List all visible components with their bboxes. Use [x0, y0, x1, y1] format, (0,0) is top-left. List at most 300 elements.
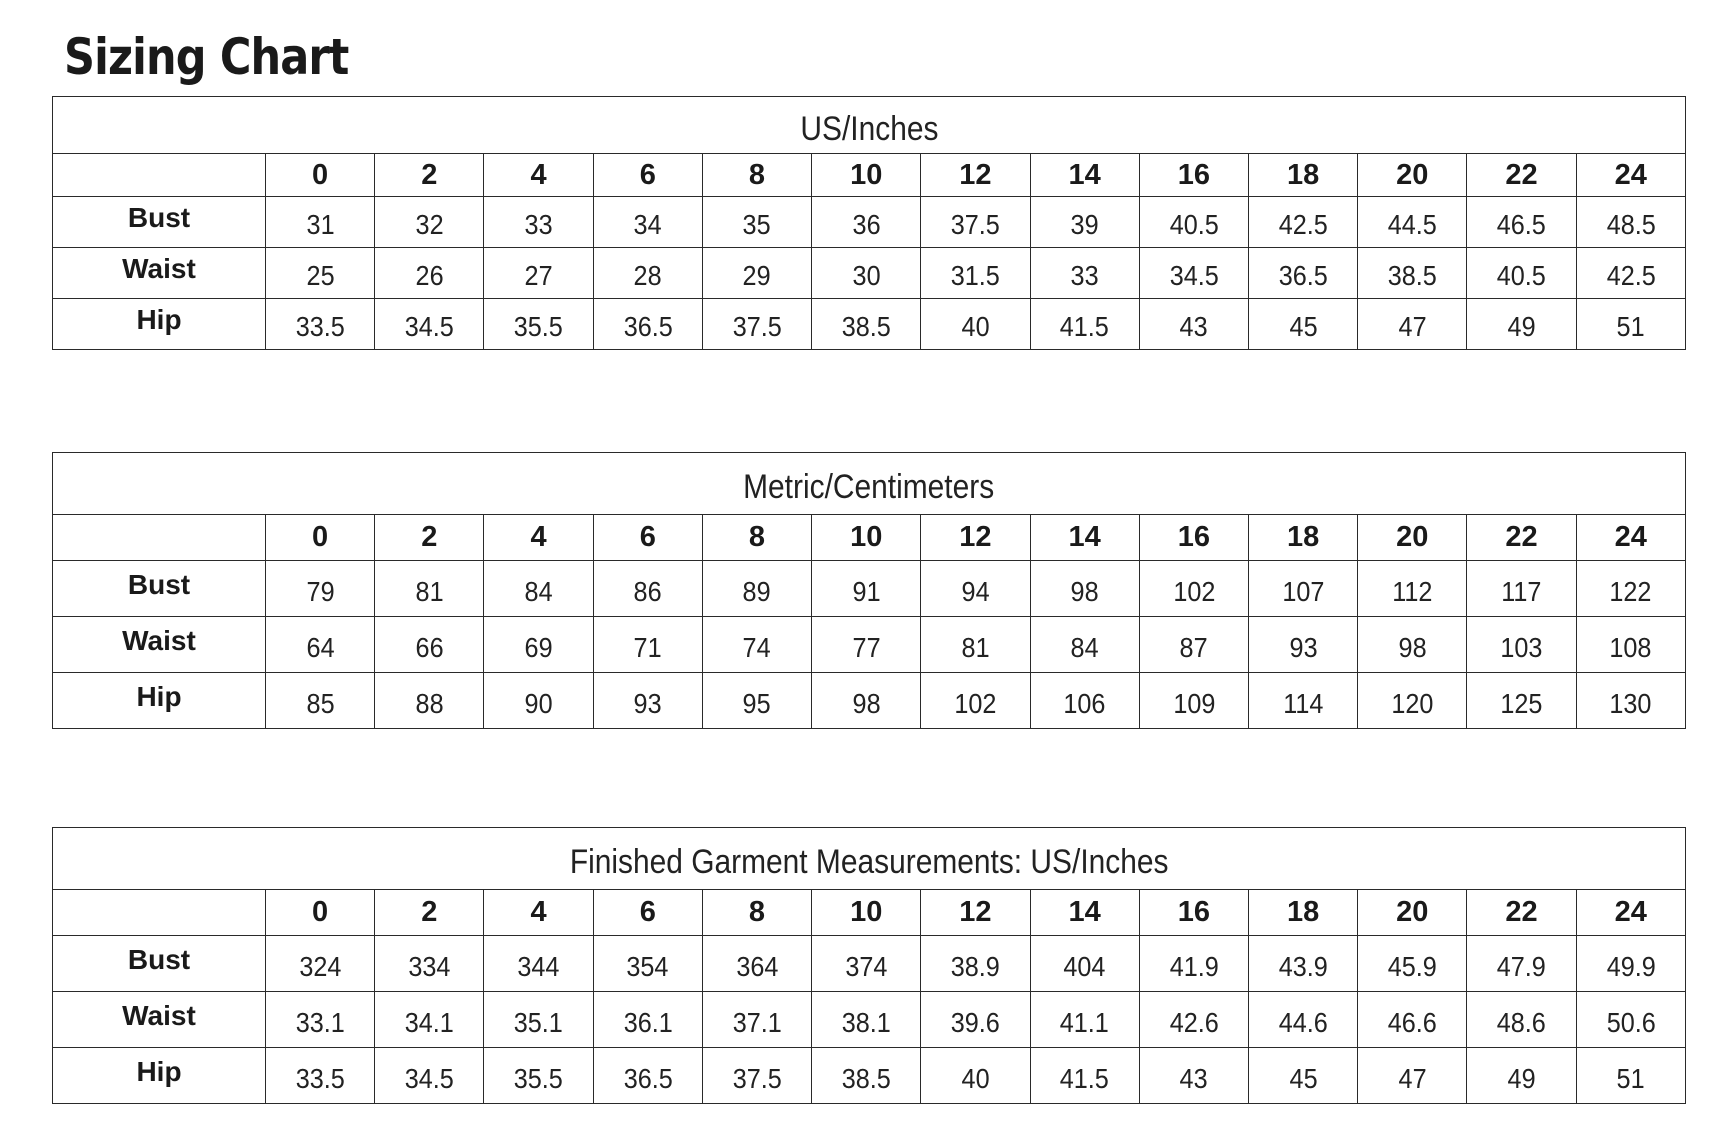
- measurement-cell: [1030, 299, 1139, 350]
- measurement-value: 36.1: [623, 1006, 673, 1038]
- measurement-value: 34.1: [404, 1006, 454, 1038]
- measurement-row-bust: [53, 936, 1686, 992]
- measurement-cell: [1139, 673, 1248, 729]
- measurement-cell: [921, 299, 1030, 350]
- measurement-value: 344: [517, 950, 560, 982]
- size-header-cell: 10: [812, 154, 921, 197]
- measurement-cell: [266, 197, 375, 248]
- size-header-cell: 16: [1139, 890, 1248, 936]
- measurement-cell: [266, 561, 375, 617]
- measurement-value: 89: [742, 575, 772, 607]
- size-header-cell: 10: [812, 890, 921, 936]
- row-label-cell: [53, 673, 266, 729]
- measurement-cell: [1576, 561, 1685, 617]
- size-header-cell: 20: [1358, 515, 1467, 561]
- measurement-cell: [593, 936, 702, 992]
- size-header-cell: 4: [484, 890, 593, 936]
- measurement-value: 42.6: [1169, 1006, 1219, 1038]
- size-header-cell: 6: [593, 515, 702, 561]
- measurement-value: 108: [1609, 631, 1652, 663]
- row-label-cell: [53, 561, 266, 617]
- size-header-cell: 2: [375, 154, 484, 197]
- size-header-cell: 16: [1139, 515, 1248, 561]
- measurement-cell: [812, 561, 921, 617]
- measurement-value: 122: [1609, 575, 1652, 607]
- measurement-value: 354: [626, 950, 669, 982]
- size-header-row: [53, 890, 1686, 936]
- measurement-value: 90: [524, 687, 553, 719]
- measurement-value: 30: [852, 260, 881, 291]
- measurement-value: 35: [742, 209, 772, 240]
- size-header-cell: 6: [593, 890, 702, 936]
- us-inches-table: [52, 96, 1686, 350]
- measurement-value: 41.5: [1060, 311, 1110, 342]
- measurement-cell: [1576, 617, 1685, 673]
- size-header-cell: 22: [1467, 515, 1576, 561]
- measurement-cell: [1139, 561, 1248, 617]
- measurement-cell: [812, 617, 921, 673]
- measurement-cell: [375, 299, 484, 350]
- measurement-cell: [593, 197, 702, 248]
- measurement-cell: [1467, 299, 1576, 350]
- measurement-value: 35.5: [514, 311, 564, 342]
- row-label: Waist: [122, 253, 196, 284]
- measurement-cell: [593, 673, 702, 729]
- measurement-cell: [1467, 617, 1576, 673]
- measurement-cell: [1030, 936, 1139, 992]
- finished-garment-table: [52, 827, 1686, 1104]
- measurement-value: 74: [742, 631, 772, 663]
- measurement-cell: [1139, 197, 1248, 248]
- measurement-value: 37.5: [732, 311, 782, 342]
- row-label-cell: [53, 992, 266, 1048]
- size-header-cell: 16: [1139, 154, 1248, 197]
- table-caption-text: US/Inches: [799, 109, 939, 148]
- measurement-value: 42.5: [1278, 209, 1328, 240]
- measurement-value: 102: [954, 687, 997, 719]
- size-header-cell: 2: [375, 515, 484, 561]
- measurement-value: 26: [415, 260, 444, 291]
- measurement-cell: [812, 673, 921, 729]
- measurement-value: 37.5: [950, 209, 1000, 240]
- measurement-cell: [1467, 561, 1576, 617]
- measurement-value: 43.9: [1278, 950, 1328, 982]
- measurement-value: 81: [961, 631, 990, 663]
- measurement-cell: [266, 617, 375, 673]
- measurement-value: 98: [1398, 631, 1427, 663]
- measurement-value: 33: [524, 209, 553, 240]
- measurement-cell: [1358, 992, 1467, 1048]
- measurement-value: 42.5: [1606, 260, 1656, 291]
- measurement-cell: [921, 197, 1030, 248]
- measurement-cell: [812, 1048, 921, 1104]
- size-header-cell: 22: [1467, 154, 1576, 197]
- measurement-cell: [1358, 1048, 1467, 1104]
- measurement-cell: [484, 1048, 593, 1104]
- measurement-value: 48.6: [1496, 1006, 1547, 1038]
- measurement-value: 38.5: [841, 1062, 891, 1094]
- measurement-cell: [375, 197, 484, 248]
- measurement-cell: [1467, 1048, 1576, 1104]
- size-header-cell: 22: [1467, 890, 1576, 936]
- measurement-value: 36: [852, 209, 881, 240]
- measurement-value: 47: [1398, 1062, 1427, 1094]
- measurement-cell: [1248, 561, 1357, 617]
- size-header-cell: 14: [1030, 154, 1139, 197]
- row-label: Hip: [136, 1055, 182, 1087]
- measurement-cell: [702, 936, 811, 992]
- size-header-cell: 12: [921, 154, 1030, 197]
- measurement-cell: [375, 561, 484, 617]
- measurement-cell: [1030, 248, 1139, 299]
- measurement-value: 41.9: [1169, 950, 1219, 982]
- measurement-value: 28: [633, 260, 662, 291]
- measurement-cell: [1139, 1048, 1248, 1104]
- measurement-cell: [266, 248, 375, 299]
- measurement-cell: [702, 561, 811, 617]
- measurement-cell: [1030, 1048, 1139, 1104]
- measurement-cell: [266, 1048, 375, 1104]
- measurement-cell: [1248, 197, 1357, 248]
- size-header-cell: 0: [266, 515, 375, 561]
- measurement-cell: [1248, 299, 1357, 350]
- table-caption-row: [53, 453, 1686, 515]
- measurement-value: 34.5: [404, 1062, 454, 1094]
- measurement-cell: [484, 299, 593, 350]
- row-label-cell: [53, 936, 266, 992]
- row-label: Hip: [136, 304, 182, 335]
- size-header-cell: 18: [1248, 515, 1357, 561]
- measurement-value: 45: [1289, 311, 1318, 342]
- measurement-cell: [1030, 992, 1139, 1048]
- measurement-value: 51: [1616, 1062, 1645, 1094]
- measurement-cell: [1248, 673, 1357, 729]
- measurement-cell: [812, 936, 921, 992]
- table-caption: [53, 97, 1686, 154]
- measurement-cell: [266, 992, 375, 1048]
- measurement-cell: [375, 617, 484, 673]
- measurement-value: 71: [633, 631, 662, 663]
- measurement-cell: [484, 561, 593, 617]
- measurement-value: 31.5: [950, 260, 1000, 291]
- row-label-cell: [53, 197, 266, 248]
- measurement-value: 49: [1507, 311, 1536, 342]
- size-header-cell: 14: [1030, 515, 1139, 561]
- measurement-value: 37.1: [732, 1006, 782, 1038]
- measurement-cell: [921, 1048, 1030, 1104]
- measurement-value: 36.5: [1278, 260, 1328, 291]
- measurement-cell: [1358, 936, 1467, 992]
- measurement-value: 103: [1500, 631, 1543, 663]
- measurement-value: 27: [524, 260, 553, 291]
- size-header-cell: 4: [484, 515, 593, 561]
- measurement-cell: [1467, 992, 1576, 1048]
- table-caption-text: Finished Garment Measurements: US/Inches: [569, 843, 1169, 881]
- measurement-cell: [593, 992, 702, 1048]
- measurement-cell: [702, 617, 811, 673]
- measurement-value: 43: [1179, 1062, 1208, 1094]
- measurement-value: 84: [1070, 631, 1099, 663]
- measurement-cell: [484, 936, 593, 992]
- measurement-cell: [484, 248, 593, 299]
- measurement-cell: [1358, 299, 1467, 350]
- row-label-cell: [53, 1048, 266, 1104]
- measurement-value: 34: [633, 209, 662, 240]
- measurement-cell: [1358, 617, 1467, 673]
- measurement-value: 94: [961, 575, 990, 607]
- measurement-cell: [593, 561, 702, 617]
- measurement-cell: [1248, 936, 1357, 992]
- measurement-value: 51: [1616, 311, 1645, 342]
- size-header-cell: 24: [1576, 515, 1685, 561]
- measurement-value: 36.5: [623, 311, 673, 342]
- row-label: Waist: [122, 624, 196, 656]
- measurement-cell: [266, 299, 375, 350]
- measurement-cell: [812, 197, 921, 248]
- measurement-cell: [702, 197, 811, 248]
- measurement-cell: [593, 248, 702, 299]
- measurement-value: 87: [1179, 631, 1208, 663]
- measurement-cell: [1467, 673, 1576, 729]
- measurement-cell: [1030, 617, 1139, 673]
- measurement-value: 38.5: [841, 311, 891, 342]
- measurement-value: 36.5: [623, 1062, 673, 1094]
- corner-cell: [53, 515, 266, 561]
- measurement-cell: [1139, 617, 1248, 673]
- measurement-value: 49.9: [1606, 950, 1656, 982]
- measurement-value: 85: [306, 687, 335, 719]
- measurement-value: 34.5: [404, 311, 454, 342]
- row-label-cell: [53, 299, 266, 350]
- size-header-row: [53, 515, 1686, 561]
- measurement-cell: [1467, 197, 1576, 248]
- measurement-cell: [484, 197, 593, 248]
- measurement-cell: [1467, 936, 1576, 992]
- measurement-cell: [1139, 248, 1248, 299]
- measurement-value: 93: [1289, 631, 1318, 663]
- row-label-cell: [53, 248, 266, 299]
- measurement-cell: [1139, 992, 1248, 1048]
- size-header-cell: 24: [1576, 890, 1685, 936]
- measurement-cell: [1358, 561, 1467, 617]
- metric-centimeters-table: [52, 452, 1686, 729]
- row-label: Bust: [127, 568, 191, 600]
- measurement-cell: [375, 936, 484, 992]
- measurement-value: 98: [852, 687, 881, 719]
- table-caption-row: [53, 828, 1686, 890]
- measurement-cell: [1576, 248, 1685, 299]
- measurement-cell: [266, 936, 375, 992]
- measurement-cell: [1248, 1048, 1357, 1104]
- measurement-row-hip: [53, 673, 1686, 729]
- row-label-cell: [53, 617, 266, 673]
- measurement-value: 44.5: [1387, 209, 1437, 240]
- measurement-value: 125: [1500, 687, 1543, 719]
- measurement-value: 39.6: [950, 1006, 1000, 1038]
- measurement-value: 50.6: [1606, 1006, 1656, 1038]
- measurement-value: 41.1: [1060, 1006, 1110, 1038]
- measurement-cell: [484, 617, 593, 673]
- measurement-cell: [921, 561, 1030, 617]
- measurement-cell: [1248, 992, 1357, 1048]
- measurement-value: 374: [845, 950, 888, 982]
- size-header-row: [53, 154, 1686, 197]
- measurement-value: 37.5: [732, 1062, 782, 1094]
- measurement-row-waist: [53, 248, 1686, 299]
- measurement-value: 25: [306, 260, 335, 291]
- measurement-cell: [1030, 673, 1139, 729]
- measurement-value: 32: [415, 209, 444, 240]
- measurement-cell: [702, 299, 811, 350]
- measurement-value: 43: [1179, 311, 1208, 342]
- measurement-value: 40.5: [1169, 209, 1219, 240]
- table-caption: [53, 828, 1686, 890]
- measurement-cell: [1576, 197, 1685, 248]
- measurement-value: 45.9: [1387, 950, 1437, 982]
- measurement-value: 364: [735, 950, 779, 982]
- measurement-cell: [375, 992, 484, 1048]
- measurement-cell: [375, 673, 484, 729]
- measurement-value: 69: [524, 631, 553, 663]
- measurement-value: 324: [299, 950, 342, 982]
- measurement-value: 404: [1063, 950, 1106, 982]
- measurement-cell: [375, 1048, 484, 1104]
- measurement-value: 95: [742, 687, 772, 719]
- size-header-cell: 18: [1248, 154, 1357, 197]
- measurement-cell: [921, 248, 1030, 299]
- measurement-value: 35.5: [514, 1062, 564, 1094]
- size-header-cell: 0: [266, 154, 375, 197]
- measurement-value: 64: [306, 631, 335, 663]
- measurement-cell: [1576, 992, 1685, 1048]
- size-header-cell: 4: [484, 154, 593, 197]
- measurement-cell: [1358, 197, 1467, 248]
- size-header-cell: 12: [921, 515, 1030, 561]
- measurement-row-waist: [53, 992, 1686, 1048]
- row-label: Hip: [136, 680, 182, 712]
- measurement-value: 66: [415, 631, 444, 663]
- measurement-value: 130: [1609, 687, 1652, 719]
- measurement-value: 86: [633, 575, 662, 607]
- measurement-cell: [1358, 673, 1467, 729]
- measurement-value: 46.5: [1496, 209, 1547, 240]
- measurement-cell: [593, 299, 702, 350]
- measurement-cell: [812, 248, 921, 299]
- measurement-cell: [484, 673, 593, 729]
- size-header-cell: 24: [1576, 154, 1685, 197]
- measurement-cell: [1139, 936, 1248, 992]
- measurement-cell: [1030, 197, 1139, 248]
- measurement-value: 29: [742, 260, 772, 291]
- measurement-value: 40: [961, 1062, 990, 1094]
- measurement-cell: [593, 1048, 702, 1104]
- measurement-value: 117: [1501, 575, 1542, 607]
- measurement-cell: [702, 1048, 811, 1104]
- measurement-cell: [1467, 248, 1576, 299]
- measurement-value: 38.9: [950, 950, 1000, 982]
- corner-cell: [53, 154, 266, 197]
- measurement-value: 40: [961, 311, 990, 342]
- measurement-cell: [375, 248, 484, 299]
- measurement-row-hip: [53, 299, 1686, 350]
- measurement-value: 45: [1289, 1062, 1318, 1094]
- measurement-value: 33.5: [295, 311, 345, 342]
- measurement-value: 48.5: [1606, 209, 1656, 240]
- measurement-cell: [921, 992, 1030, 1048]
- measurement-value: 44.6: [1278, 1006, 1328, 1038]
- measurement-cell: [1248, 617, 1357, 673]
- measurement-cell: [484, 992, 593, 1048]
- measurement-row-waist: [53, 617, 1686, 673]
- measurement-cell: [702, 992, 811, 1048]
- row-label: Waist: [122, 999, 196, 1031]
- measurement-value: 35.1: [514, 1006, 564, 1038]
- measurement-cell: [702, 673, 811, 729]
- measurement-value: 38.1: [841, 1006, 891, 1038]
- measurement-value: 40.5: [1496, 260, 1547, 291]
- size-header-cell: 20: [1358, 154, 1467, 197]
- measurement-value: 107: [1282, 575, 1325, 607]
- row-label: Bust: [127, 943, 191, 975]
- measurement-value: 93: [633, 687, 662, 719]
- size-header-cell: 10: [812, 515, 921, 561]
- measurement-value: 47.9: [1496, 950, 1547, 982]
- measurement-cell: [812, 992, 921, 1048]
- measurement-value: 334: [408, 950, 451, 982]
- measurement-value: 77: [852, 631, 881, 663]
- measurement-value: 98: [1070, 575, 1099, 607]
- measurement-cell: [921, 936, 1030, 992]
- size-header-cell: 8: [702, 515, 811, 561]
- measurement-value: 81: [415, 575, 444, 607]
- measurement-cell: [1248, 248, 1357, 299]
- measurement-cell: [1030, 561, 1139, 617]
- measurement-cell: [593, 617, 702, 673]
- measurement-value: 84: [524, 575, 553, 607]
- page-title: Sizing Chart: [64, 28, 349, 86]
- measurement-value: 38.5: [1387, 260, 1437, 291]
- row-label: Bust: [127, 202, 191, 233]
- measurement-value: 41.5: [1060, 1062, 1110, 1094]
- measurement-value: 33: [1070, 260, 1099, 291]
- measurement-cell: [1576, 299, 1685, 350]
- measurement-cell: [921, 673, 1030, 729]
- size-header-cell: 12: [921, 890, 1030, 936]
- measurement-value: 47: [1398, 311, 1427, 342]
- measurement-cell: [812, 299, 921, 350]
- size-header-cell: 8: [702, 890, 811, 936]
- size-header-cell: 18: [1248, 890, 1357, 936]
- measurement-value: 114: [1282, 687, 1324, 719]
- size-header-cell: 2: [375, 890, 484, 936]
- measurement-row-hip: [53, 1048, 1686, 1104]
- measurement-cell: [1576, 673, 1685, 729]
- measurement-value: 31: [306, 209, 335, 240]
- measurement-value: 46.6: [1387, 1006, 1437, 1038]
- measurement-row-bust: [53, 561, 1686, 617]
- measurement-value: 33.5: [295, 1062, 345, 1094]
- measurement-value: 109: [1172, 687, 1215, 719]
- size-header-cell: 20: [1358, 890, 1467, 936]
- measurement-value: 106: [1063, 687, 1106, 719]
- measurement-value: 120: [1391, 687, 1434, 719]
- measurement-cell: [1139, 299, 1248, 350]
- measurement-cell: [702, 248, 811, 299]
- measurement-cell: [266, 673, 375, 729]
- measurement-cell: [1576, 936, 1685, 992]
- measurement-cell: [1576, 1048, 1685, 1104]
- measurement-value: 91: [852, 575, 881, 607]
